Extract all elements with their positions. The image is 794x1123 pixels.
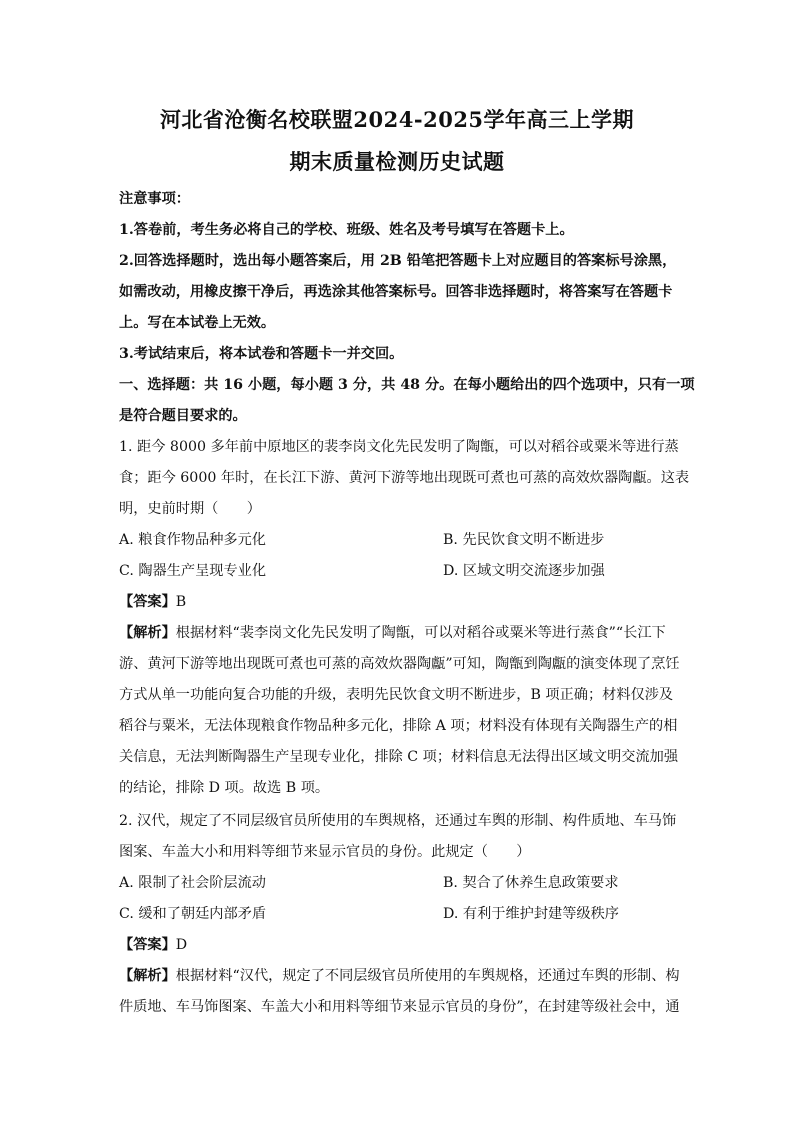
q2-stem-line-2: 图案、车盖大小和用料等细节来显示官员的身份。此规定（ ） — [119, 844, 531, 860]
q1-answer-label: 【答案】 — [119, 594, 176, 610]
q1-option-d: D. 区域文明交流逐步加强 — [443, 563, 605, 579]
notice-item-3: 3.考试结束后，将本试卷和答题卡一并交回。 — [119, 346, 404, 362]
q2-analysis-line-2: 件质地、车马饰图案、车盖大小和用料等细节来显示官员的身份”，在封建等级社会中，通 — [119, 999, 680, 1015]
notice-item-2-line-3: 上。写在本试卷上无效。 — [119, 315, 276, 331]
exam-title-line-1: 河北省沧衡名校联盟2024-2025学年高三上学期 — [159, 107, 635, 132]
q1-stem-line-3: 明，史前时期（ ） — [119, 501, 261, 517]
q2-option-b: B. 契合了休养生息政策要求 — [443, 875, 619, 891]
q1-option-b: B. 先民饮食文明不断进步 — [443, 532, 605, 548]
q2-option-a: A. 限制了社会阶层流动 — [119, 875, 266, 891]
section-1-heading-line-1: 一、选择题：共 16 小题，每小题 3 分，共 48 分。在每小题给出的四个选项中，只有一项 — [119, 377, 695, 393]
q1-analysis-line-5: 关信息，无法判断陶器生产呈现专业化，排除 C 项；材料信息无法得出区域文明交流加强 — [119, 749, 679, 765]
q2-answer-value: D — [175, 937, 188, 953]
section-1-heading-line-2: 是符合题目要求的。 — [119, 408, 247, 424]
q1-option-a: A. 粮食作物品种多元化 — [119, 532, 266, 548]
q1-analysis-line-2: 游、黄河下游等地出现既可煮也可蒸的高效炊器陶甗”可知，陶甑到陶甗的演变体现了烹饪 — [119, 656, 680, 672]
q2-option-d: D. 有利于维护封建等级秩序 — [443, 906, 619, 922]
q1-analysis-text-1: 根据材料“裴李岗文化先民发明了陶甑，可以对稻谷或粟米等进行蒸食”“长江下 — [175, 625, 666, 641]
q1-answer — [119, 592, 679, 612]
q2-analysis-text-1: 根据材料“汉代，规定了不同层级官员所使用的车舆规格，还通过车舆的形制、构 — [175, 968, 680, 984]
notice-item-2-line-2: 如需改动，用橡皮擦干净后，再选涂其他答案标号。回答非选择题时，将答案写在答题卡 — [119, 284, 673, 300]
q1-analysis-label: 【解析】 — [119, 625, 176, 641]
exam-title-line-2: 期末质量检测历史试题 — [289, 149, 505, 174]
q1-analysis-line-3: 方式从单一功能向复合功能的升级，表明先民饮食文明不断进步，B 项正确；材料仅涉及 — [119, 687, 674, 703]
q2-answer — [119, 935, 679, 955]
q1-stem-line-1: 1. 距今 8000 多年前中原地区的裴李岗文化先民发明了陶甑，可以对稻谷或粟米等进行蒸 — [119, 439, 679, 455]
q2-analysis-label: 【解析】 — [119, 968, 176, 984]
q1-stem-line-2: 食；距今 6000 年时，在长江下游、黄河下游等地出现既可煮也可蒸的高效炊器陶甗。这表 — [119, 470, 690, 486]
notice-item-1: 1.答卷前，考生务必将自己的学校、班级、姓名及考号填写在答题卡上。 — [119, 222, 574, 238]
q2-stem-line-1: 2. 汉代，规定了不同层级官员所使用的车舆规格，还通过车舆的形制、构件质地、车马饰 — [119, 813, 677, 829]
q1-analysis-line-6: 的结论，排除 D 项。故选 B 项。 — [119, 780, 330, 796]
q1-option-c: C. 陶器生产呈现专业化 — [119, 563, 267, 579]
notice-heading: 注意事项： — [119, 191, 190, 207]
notice-item-2-line-1: 2.回答选择题时，选出每小题答案后，用 2B 铅笔把答题卡上对应题目的答案标号涂黑， — [119, 253, 677, 269]
q1-analysis-line-1 — [119, 623, 679, 643]
q2-analysis-line-1 — [119, 966, 679, 986]
q1-answer-value: B — [175, 594, 187, 610]
q1-analysis-line-4: 稻谷与粟米，无法体现粮食作物品种多元化，排除 A 项；材料没有体现有关陶器生产的相 — [119, 718, 678, 734]
q2-answer-label: 【答案】 — [119, 937, 176, 953]
q2-option-c: C. 缓和了朝廷内部矛盾 — [119, 906, 267, 922]
